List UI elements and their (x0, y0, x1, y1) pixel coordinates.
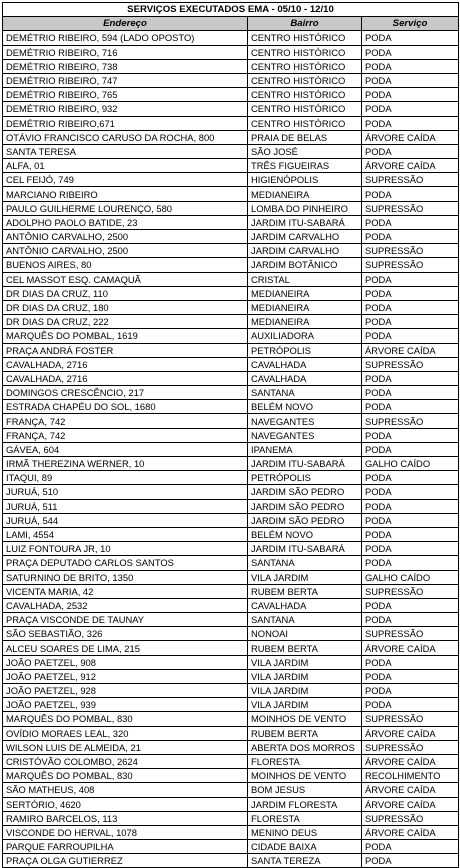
cell-bairro: PETRÓPOLIS (248, 343, 362, 357)
cell-servico: PODA (362, 556, 459, 570)
cell-bairro: PRAIA DE BELAS (248, 130, 362, 144)
cell-servico: GALHO CAÍDO (362, 457, 459, 471)
cell-bairro: JARDIM SÃO PEDRO (248, 513, 362, 527)
cell-endereco: CAVALHADA, 2716 (3, 357, 248, 371)
cell-bairro: ABERTA DOS MORROS (248, 740, 362, 754)
cell-bairro: CENTRO HISTÓRICO (248, 45, 362, 59)
table-row (3, 669, 459, 683)
table-row (3, 598, 459, 612)
header-row (3, 17, 459, 31)
cell-servico: RECOLHIMENTO (362, 769, 459, 783)
table-row (3, 641, 459, 655)
cell-bairro: MEDIANEIRA (248, 187, 362, 201)
sheet-title: SERVIÇOS EXECUTADOS EMA - 05/10 - 12/10 (3, 3, 459, 17)
cell-servico: ÁRVORE CAÍDA (362, 825, 459, 839)
cell-servico: PODA (362, 144, 459, 158)
cell-endereco: DEMÉTRIO RIBEIRO, 765 (3, 88, 248, 102)
table-row (3, 343, 459, 357)
table-row (3, 272, 459, 286)
cell-servico: PODA (362, 684, 459, 698)
cell-bairro: VILA JARDIM (248, 655, 362, 669)
table-row (3, 627, 459, 641)
cell-bairro: SANTANA (248, 556, 362, 570)
cell-endereco: JOÃO PAETZEL, 939 (3, 698, 248, 712)
cell-bairro: CENTRO HISTÓRICO (248, 88, 362, 102)
cell-bairro: BOM JESUS (248, 783, 362, 797)
table-row (3, 471, 459, 485)
cell-servico: SUPRESSÃO (362, 811, 459, 825)
cell-bairro: JARDIM SÃO PEDRO (248, 485, 362, 499)
cell-servico: PODA (362, 59, 459, 73)
cell-bairro: LOMBA DO PINHEIRO (248, 201, 362, 215)
cell-bairro: CENTRO HISTÓRICO (248, 73, 362, 87)
table-row (3, 187, 459, 201)
table-row (3, 371, 459, 385)
services-spreadsheet (2, 2, 458, 868)
cell-endereco: ALCEU SOARES DE LIMA, 215 (3, 641, 248, 655)
table-row (3, 811, 459, 825)
cell-bairro: JARDIM CARVALHO (248, 230, 362, 244)
cell-servico: PODA (362, 45, 459, 59)
cell-bairro: SANTA TEREZA (248, 854, 362, 868)
cell-servico: SUPRESSÃO (362, 357, 459, 371)
cell-bairro: HIGIENÓPOLIS (248, 173, 362, 187)
cell-bairro: MENINO DEUS (248, 825, 362, 839)
table-row (3, 570, 459, 584)
cell-bairro: CAVALHADA (248, 357, 362, 371)
table-row (3, 485, 459, 499)
cell-bairro: IPANEMA (248, 442, 362, 456)
cell-servico: PODA (362, 527, 459, 541)
table-row (3, 244, 459, 258)
cell-servico: PODA (362, 371, 459, 385)
cell-bairro: CENTRO HISTÓRICO (248, 59, 362, 73)
cell-bairro: JARDIM FLORESTA (248, 797, 362, 811)
cell-bairro: NAVEGANTES (248, 428, 362, 442)
cell-endereco: LUIZ FONTOURA JR, 10 (3, 542, 248, 556)
cell-servico: ÁRVORE CAÍDA (362, 641, 459, 655)
cell-bairro: SANTANA (248, 613, 362, 627)
cell-bairro: JARDIM CARVALHO (248, 244, 362, 258)
cell-endereco: ANTÔNIO CARVALHO, 2500 (3, 230, 248, 244)
cell-endereco: DR DIAS DA CRUZ, 110 (3, 286, 248, 300)
cell-endereco: OVÍDIO MORAES LEAL, 320 (3, 726, 248, 740)
cell-bairro: FLORESTA (248, 754, 362, 768)
cell-endereco: DEMÉTRIO RIBEIRO, 932 (3, 102, 248, 116)
cell-endereco: CEL FEIJÓ, 749 (3, 173, 248, 187)
cell-endereco: SATURNINO DE BRITO, 1350 (3, 570, 248, 584)
cell-bairro: JARDIM SÃO PEDRO (248, 499, 362, 513)
cell-endereco: DEMÉTRIO RIBEIRO, 738 (3, 59, 248, 73)
cell-bairro: CAVALHADA (248, 598, 362, 612)
cell-endereco: SERTÓRIO, 4620 (3, 797, 248, 811)
cell-servico: PODA (362, 840, 459, 854)
cell-bairro: JARDIM ITU-SABARÁ (248, 542, 362, 556)
cell-endereco: SÃO MATHEUS, 408 (3, 783, 248, 797)
cell-bairro: NONOAI (248, 627, 362, 641)
cell-endereco: SÃO SEBASTIÃO, 326 (3, 627, 248, 641)
cell-endereco: VISCONDE DO HERVAL, 1078 (3, 825, 248, 839)
cell-endereco: BUENOS AIRES, 80 (3, 258, 248, 272)
cell-endereco: FRANÇA, 742 (3, 414, 248, 428)
cell-servico: PODA (362, 187, 459, 201)
cell-endereco: FRANÇA, 742 (3, 428, 248, 442)
cell-servico: PODA (362, 499, 459, 513)
cell-endereco: VICENTA MARIA, 42 (3, 584, 248, 598)
services-table (2, 2, 459, 868)
cell-bairro: CAVALHADA (248, 371, 362, 385)
cell-servico: SUPRESSÃO (362, 627, 459, 641)
cell-bairro: FLORESTA (248, 811, 362, 825)
cell-endereco: PRAÇA VISCONDE DE TAUNAY (3, 613, 248, 627)
cell-endereco: DEMÉTRIO RIBEIRO, 594 (LADO OPOSTO) (3, 31, 248, 45)
cell-bairro: JARDIM BOTÂNICO (248, 258, 362, 272)
cell-endereco: DEMÉTRIO RIBEIRO, 716 (3, 45, 248, 59)
title-row (3, 3, 459, 17)
cell-endereco: IRMÃ THEREZINA WERNER, 10 (3, 457, 248, 471)
cell-bairro: RUBEM BERTA (248, 641, 362, 655)
table-row (3, 116, 459, 130)
table-row (3, 159, 459, 173)
table-row (3, 144, 459, 158)
table-row (3, 102, 459, 116)
table-row (3, 59, 459, 73)
table-row (3, 584, 459, 598)
cell-servico: PODA (362, 485, 459, 499)
cell-servico: SUPRESSÃO (362, 244, 459, 258)
cell-servico: GALHO CAÍDO (362, 570, 459, 584)
table-row (3, 130, 459, 144)
cell-servico: PODA (362, 400, 459, 414)
table-row (3, 613, 459, 627)
table-row (3, 740, 459, 754)
cell-bairro: MEDIANEIRA (248, 315, 362, 329)
cell-endereco: PAULO GUILHERME LOURENÇO, 580 (3, 201, 248, 215)
table-row (3, 854, 459, 868)
table-row (3, 300, 459, 314)
header-endereco: Endereço (3, 17, 248, 31)
cell-bairro: JARDIM ITU-SABARÁ (248, 457, 362, 471)
cell-servico: PODA (362, 329, 459, 343)
table-row (3, 527, 459, 541)
table-row (3, 825, 459, 839)
cell-endereco: GÁVEA, 604 (3, 442, 248, 456)
cell-bairro: RUBEM BERTA (248, 584, 362, 598)
cell-endereco: ANTÔNIO CARVALHO, 2500 (3, 244, 248, 258)
cell-endereco: SANTA TERESA (3, 144, 248, 158)
cell-bairro: MEDIANEIRA (248, 286, 362, 300)
cell-servico: SUPRESSÃO (362, 201, 459, 215)
cell-servico: SUPRESSÃO (362, 414, 459, 428)
cell-servico: PODA (362, 73, 459, 87)
table-row (3, 726, 459, 740)
cell-endereco: CRISTÓVÃO COLOMBO, 2624 (3, 754, 248, 768)
cell-servico: PODA (362, 215, 459, 229)
cell-bairro: BELÉM NOVO (248, 527, 362, 541)
cell-servico: PODA (362, 272, 459, 286)
table-row (3, 513, 459, 527)
cell-endereco: DEMÉTRIO RIBEIRO, 747 (3, 73, 248, 87)
cell-endereco: ESTRADA CHAPÉU DO SOL, 1680 (3, 400, 248, 414)
cell-servico: PODA (362, 88, 459, 102)
cell-servico: PODA (362, 442, 459, 456)
cell-endereco: JURUÁ, 544 (3, 513, 248, 527)
cell-endereco: DR DIAS DA CRUZ, 222 (3, 315, 248, 329)
table-row (3, 428, 459, 442)
cell-endereco: JURUÁ, 510 (3, 485, 248, 499)
cell-servico: ÁRVORE CAÍDA (362, 797, 459, 811)
cell-bairro: JARDIM ITU-SABARÁ (248, 215, 362, 229)
cell-bairro: SANTANA (248, 386, 362, 400)
cell-servico: PODA (362, 31, 459, 45)
cell-endereco: ADOLPHO PAOLO BATIDE, 23 (3, 215, 248, 229)
cell-servico: PODA (362, 428, 459, 442)
cell-endereco: RAMIRO BARCELOS, 113 (3, 811, 248, 825)
cell-endereco: DR DIAS DA CRUZ, 180 (3, 300, 248, 314)
table-row (3, 499, 459, 513)
cell-servico: SUPRESSÃO (362, 258, 459, 272)
cell-endereco: DOMINGOS CRESCÊNCIO, 217 (3, 386, 248, 400)
cell-servico: ÁRVORE CAÍDA (362, 343, 459, 357)
cell-bairro: RUBEM BERTA (248, 726, 362, 740)
cell-servico: PODA (362, 854, 459, 868)
cell-endereco: JURUÁ, 511 (3, 499, 248, 513)
cell-endereco: PRAÇA ANDRÁ FOSTER (3, 343, 248, 357)
cell-endereco: JOÃO PAETZEL, 908 (3, 655, 248, 669)
table-row (3, 258, 459, 272)
cell-servico: ÁRVORE CAÍDA (362, 754, 459, 768)
table-row (3, 754, 459, 768)
cell-bairro: MEDIANEIRA (248, 300, 362, 314)
table-row (3, 357, 459, 371)
cell-endereco: MARQUÊS DO POMBAL, 830 (3, 769, 248, 783)
table-row (3, 684, 459, 698)
cell-endereco: JOÃO PAETZEL, 912 (3, 669, 248, 683)
table-row (3, 88, 459, 102)
table-row (3, 230, 459, 244)
cell-endereco: PARQUE FARROUPILHA (3, 840, 248, 854)
table-body (3, 31, 459, 868)
table-row (3, 712, 459, 726)
cell-endereco: MARQUÊS DO POMBAL, 1619 (3, 329, 248, 343)
cell-endereco: ALFA, 01 (3, 159, 248, 173)
cell-servico: PODA (362, 598, 459, 612)
cell-servico: PODA (362, 542, 459, 556)
table-row (3, 315, 459, 329)
cell-bairro: CENTRO HISTÓRICO (248, 102, 362, 116)
cell-endereco: WILSON LUIS DE ALMEIDA, 21 (3, 740, 248, 754)
cell-endereco: ITAQUI, 89 (3, 471, 248, 485)
cell-bairro: PETRÓPOLIS (248, 471, 362, 485)
cell-servico: PODA (362, 669, 459, 683)
cell-servico: ÁRVORE CAÍDA (362, 130, 459, 144)
cell-servico: ÁRVORE CAÍDA (362, 726, 459, 740)
cell-bairro: AUXILIADORA (248, 329, 362, 343)
cell-bairro: VILA JARDIM (248, 698, 362, 712)
cell-bairro: CRISTAL (248, 272, 362, 286)
cell-endereco: CAVALHADA, 2532 (3, 598, 248, 612)
table-row (3, 73, 459, 87)
cell-bairro: CIDADE BAIXA (248, 840, 362, 854)
table-row (3, 45, 459, 59)
table-row (3, 286, 459, 300)
cell-bairro: SÃO JOSÉ (248, 144, 362, 158)
cell-endereco: DEMÉTRIO RIBEIRO,671 (3, 116, 248, 130)
table-row (3, 457, 459, 471)
cell-bairro: BELÉM NOVO (248, 400, 362, 414)
table-row (3, 201, 459, 215)
cell-bairro: CENTRO HISTÓRICO (248, 31, 362, 45)
table-row (3, 769, 459, 783)
cell-endereco: OTÁVIO FRANCISCO CARUSO DA ROCHA, 800 (3, 130, 248, 144)
table-row (3, 31, 459, 45)
cell-endereco: CEL MASSOT ESQ. CAMAQUÃ (3, 272, 248, 286)
cell-bairro: MOINHOS DE VENTO (248, 712, 362, 726)
cell-servico: PODA (362, 655, 459, 669)
cell-servico: PODA (362, 315, 459, 329)
cell-bairro: VILA JARDIM (248, 570, 362, 584)
cell-servico: ÁRVORE CAÍDA (362, 783, 459, 797)
cell-bairro: TRÊS FIGUEIRAS (248, 159, 362, 173)
table-row (3, 556, 459, 570)
cell-servico: SUPRESSÃO (362, 740, 459, 754)
cell-endereco: LAMI, 4554 (3, 527, 248, 541)
cell-servico: PODA (362, 286, 459, 300)
cell-servico: SUPRESSÃO (362, 173, 459, 187)
table-row (3, 215, 459, 229)
table-row (3, 698, 459, 712)
cell-endereco: CAVALHADA, 2716 (3, 371, 248, 385)
table-row (3, 329, 459, 343)
cell-bairro: VILA JARDIM (248, 669, 362, 683)
cell-servico: PODA (362, 386, 459, 400)
cell-servico: PODA (362, 513, 459, 527)
cell-bairro: VILA JARDIM (248, 684, 362, 698)
cell-servico: PODA (362, 102, 459, 116)
cell-bairro: NAVEGANTES (248, 414, 362, 428)
cell-servico: PODA (362, 300, 459, 314)
table-row (3, 414, 459, 428)
table-row (3, 797, 459, 811)
table-row (3, 840, 459, 854)
cell-servico: ÁRVORE CAÍDA (362, 159, 459, 173)
cell-endereco: MARCIANO RIBEIRO (3, 187, 248, 201)
cell-bairro: MOINHOS DE VENTO (248, 769, 362, 783)
header-bairro: Bairro (248, 17, 362, 31)
cell-endereco: PRAÇA OLGA GUTIERREZ (3, 854, 248, 868)
cell-servico: PODA (362, 613, 459, 627)
table-row (3, 542, 459, 556)
table-row (3, 173, 459, 187)
table-row (3, 400, 459, 414)
cell-endereco: JOÃO PAETZEL, 928 (3, 684, 248, 698)
table-row (3, 655, 459, 669)
cell-servico: PODA (362, 230, 459, 244)
table-row (3, 442, 459, 456)
cell-servico: PODA (362, 471, 459, 485)
cell-endereco: PRAÇA DEPUTADO CARLOS SANTOS (3, 556, 248, 570)
cell-bairro: CENTRO HISTÓRICO (248, 116, 362, 130)
table-row (3, 783, 459, 797)
table-row (3, 386, 459, 400)
cell-servico: SUPRESSÃO (362, 712, 459, 726)
cell-servico: PODA (362, 698, 459, 712)
cell-servico: PODA (362, 116, 459, 130)
header-servico: Serviço (362, 17, 459, 31)
cell-servico: SUPRESSÃO (362, 584, 459, 598)
cell-endereco: MARQUÊS DO POMBAL, 830 (3, 712, 248, 726)
